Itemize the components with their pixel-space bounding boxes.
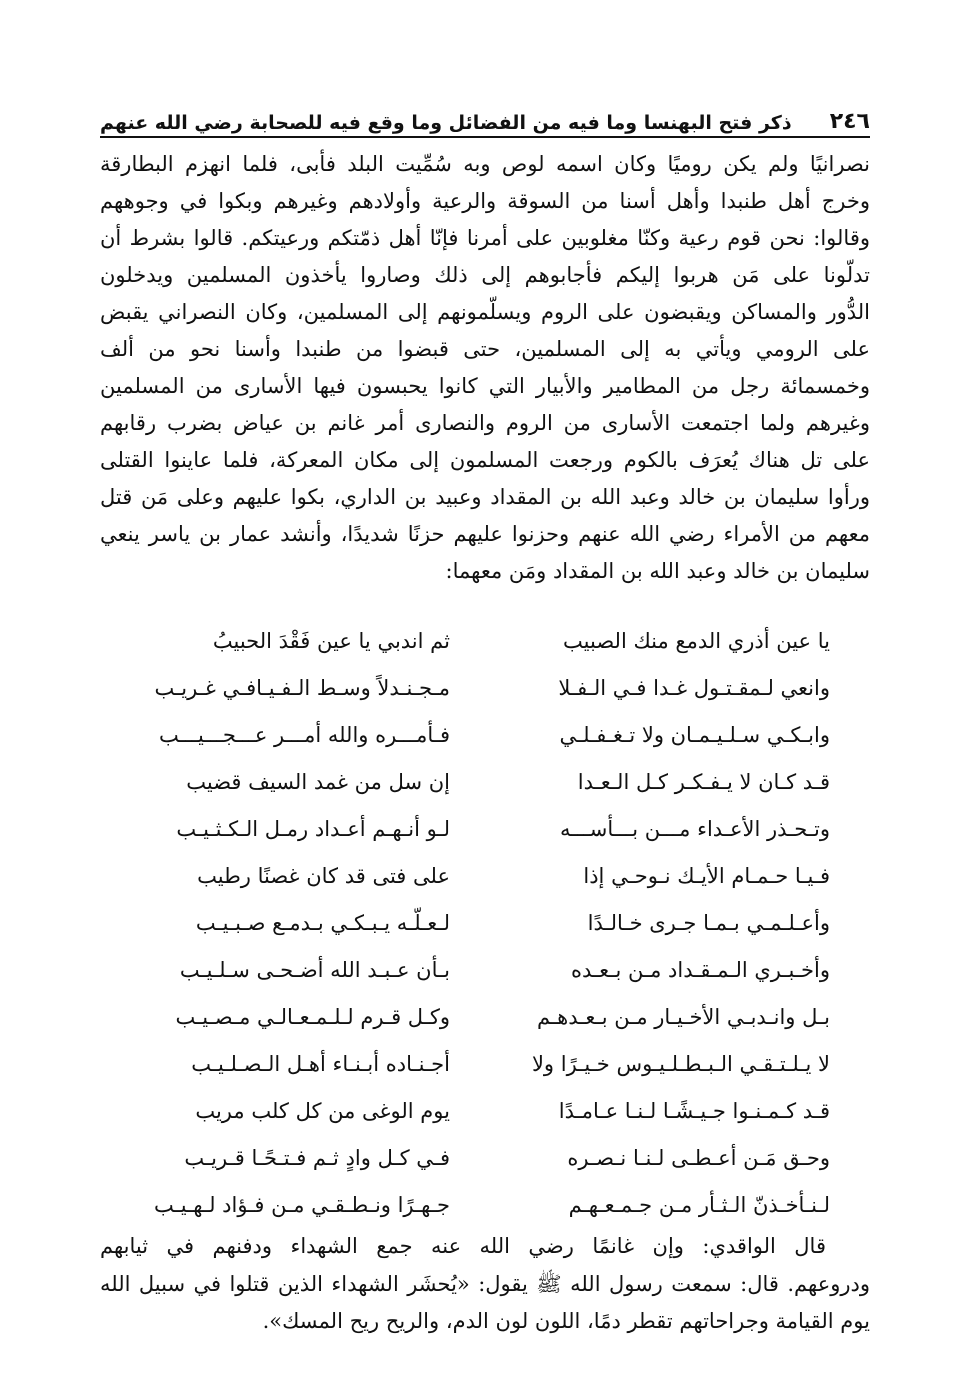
verse-second-hemistich: لـعـلّـه يـبـكـي بـدمـع صـبـيـب xyxy=(195,911,450,935)
verse-second-hemistich: أجـنـاده أبـنـاء أهـل الـصـلـيـب xyxy=(191,1052,450,1076)
verse-first-hemistich: وانعي لـمقـتـول غـدا فـي الـفـلا xyxy=(558,676,830,700)
verse-second-hemistich: فـي كـل وادٍ ثـم فـتـحًـا قـريـب xyxy=(184,1146,450,1170)
verse-second-hemistich: وكـل قـرم لـلـمـعـالـي مـصـيـب xyxy=(175,1005,450,1029)
poem-verse xyxy=(150,665,830,712)
text-line: معهم من الأمراء رضي الله عنهم وحزنوا عليهم حزنًا شديدًا، وأنشد عمار بن ياسر ينعي xyxy=(100,522,870,546)
verse-first-hemistich: قـد كـان لا يـفـكـر كـل الـعـدا xyxy=(577,770,830,794)
narrative-text xyxy=(100,146,870,590)
text-line: على تل هناك يُعرَف بالكوم ورجعت المسلمون إلى مكان المعركة، فلما عاينوا القتلى xyxy=(100,448,870,472)
verse-first-hemistich: يا عين أذري الدمع منك الصبيب xyxy=(563,629,830,653)
page-header xyxy=(100,92,870,138)
poem-verse xyxy=(150,712,830,759)
verse-first-hemistich: وابـكـي سـلـيـمـان ولا تـغـفـلـي xyxy=(559,723,830,747)
text-line: نصرانيًا ولم يكن روميًا وكان اسمه لوص وبه سُمِّيت البلد فأبى، فلما انهزم البطارقة xyxy=(100,152,870,176)
verse-second-hemistich: بـأن عـبـد الله أضـحـى سـلـيـب xyxy=(179,958,450,982)
poem-verse xyxy=(150,994,830,1041)
verse-second-hemistich: جـهـرًا ونـطـقـي مـن فـؤاد لـهـيـب xyxy=(154,1193,450,1217)
verse-second-hemistich: ثم اندبي يا عين فَقْدَ الحبيبُ xyxy=(212,629,450,653)
verse-first-hemistich: وتـحـذر الأعـداء مـــن بـــأســـه xyxy=(560,817,830,841)
elegy-poem xyxy=(150,618,830,1229)
text-line: ودروعهم. قال: سمعت رسول الله ﷺ يقول: «يُحشَر الشهداء الذين قتلوا في سبيل الله xyxy=(100,1271,870,1296)
text-line: على الرومي ويأتي به إلى المسلمين، حتى قبضوا من طنبدا وأسنا نحو من ألف xyxy=(100,337,870,361)
verse-second-hemistich: يوم الوغى من كل كلب مريب xyxy=(195,1099,450,1123)
poem-verse xyxy=(150,900,830,947)
text-line: تدلّونا على مَن هربوا إليكم فأجابوهم إلى ذلك وصاروا يأخذون المسلمين ويدخلون xyxy=(100,263,870,287)
verse-first-hemistich: لـنـأخـذنّ الـثـأر مـن جـمـعـهـم xyxy=(568,1193,830,1217)
verse-first-hemistich: وحـق مَـن أعـطـى لـنـا نـصـره xyxy=(567,1146,830,1170)
verse-first-hemistich: بـل وانـدبـي الأخـيـار مـن بـعـدهـم xyxy=(537,1005,830,1029)
poem-verse xyxy=(150,806,830,853)
verse-second-hemistich: فـأمـــره والله أمـــر عـــجـــيـــب xyxy=(158,723,450,747)
poem-verse xyxy=(150,1041,830,1088)
running-title: ذكر فتح البهنسا وما فيه من الفضائل وما وقع فيه للصحابة رضي الله عنهم xyxy=(100,112,792,134)
poem-verse xyxy=(150,947,830,994)
text-line: وخرج أهل طنبدا وأهل أسنا من السوقة والرعية وأولادهم وغيرهم وبكوا في وجوههم xyxy=(100,189,870,213)
verse-second-hemistich: لـو أنـهـم أعـداد رمـل الـكـثـيـب xyxy=(176,817,450,841)
verse-first-hemistich: قـد كـمـنـوا جـيـشًـا لـنـا عـامـدًا xyxy=(558,1099,830,1123)
text-line: وخمسمائة رجل من المطامير والأبيار التي كانوا يحبسون فيها الأسارى من المسلمين xyxy=(100,374,870,398)
verse-first-hemistich: فـيـا حـمـام الأيـك نـوحـي إذا xyxy=(583,864,830,888)
verse-second-hemistich: مـجـنـدلاً وسـط الـفـيـافـي غـريـب xyxy=(154,676,450,700)
text-line: يوم القيامة وجراحاتهم تقطر دمًا، اللون لون الدم، والريح ريح المسك». xyxy=(262,1309,870,1333)
page-number: ٢٤٦ xyxy=(829,109,870,134)
verse-first-hemistich: لا يـلـتـقـي الـبـطـلـيـوس خـيـرًا ولا xyxy=(531,1052,830,1076)
verse-first-hemistich: وأعـلـمـي بـمـا جـرى خـالـدًا xyxy=(587,911,830,935)
poem-verse xyxy=(150,1088,830,1135)
text-line: ورأوا سليمان بن خالد وعبد الله بن المقداد وعبيد بن الداري، بكوا عليهم وعلى مَن قتل xyxy=(100,485,870,509)
poem-verse xyxy=(150,1135,830,1182)
verse-first-hemistich: وأخـبـري الـمـقـداد مـن بـعـده xyxy=(570,958,830,982)
text-line: سليمان بن خالد وعبد الله بن المقداد ومَن معهما: xyxy=(445,559,870,583)
text-line: وقالوا: نحن قوم رعية وكنّا مغلوبين على أمرنا فإنّا أهل ذمّتكم ورعيتكم. قالوا بشرط أن xyxy=(100,226,870,250)
waqidi-paragraph xyxy=(100,1228,870,1341)
poem-verse xyxy=(150,618,830,665)
text-line: قال الواقدي: وإن غانمًا رضي الله عنه جمع الشهداء ودفنهم في ثيابهم xyxy=(100,1234,826,1258)
text-line: الدُّور والمساكن ويقبضون على الروم ويسلّمونهم إلى المسلمين، وكان النصراني يقبض xyxy=(100,300,870,324)
poem-verse xyxy=(150,1182,830,1229)
poem-verse xyxy=(150,853,830,900)
verse-second-hemistich: على فتى قد كان غصنًا رطيب xyxy=(197,864,450,888)
poem-verse xyxy=(150,759,830,806)
text-line: وغيرهم ولما اجتمعت الأسارى من الروم والنصارى أمر غانم بن عياض بضرب رقابهم xyxy=(100,411,870,435)
verse-second-hemistich: إن سل من غمد السيف قضيب xyxy=(186,770,450,794)
